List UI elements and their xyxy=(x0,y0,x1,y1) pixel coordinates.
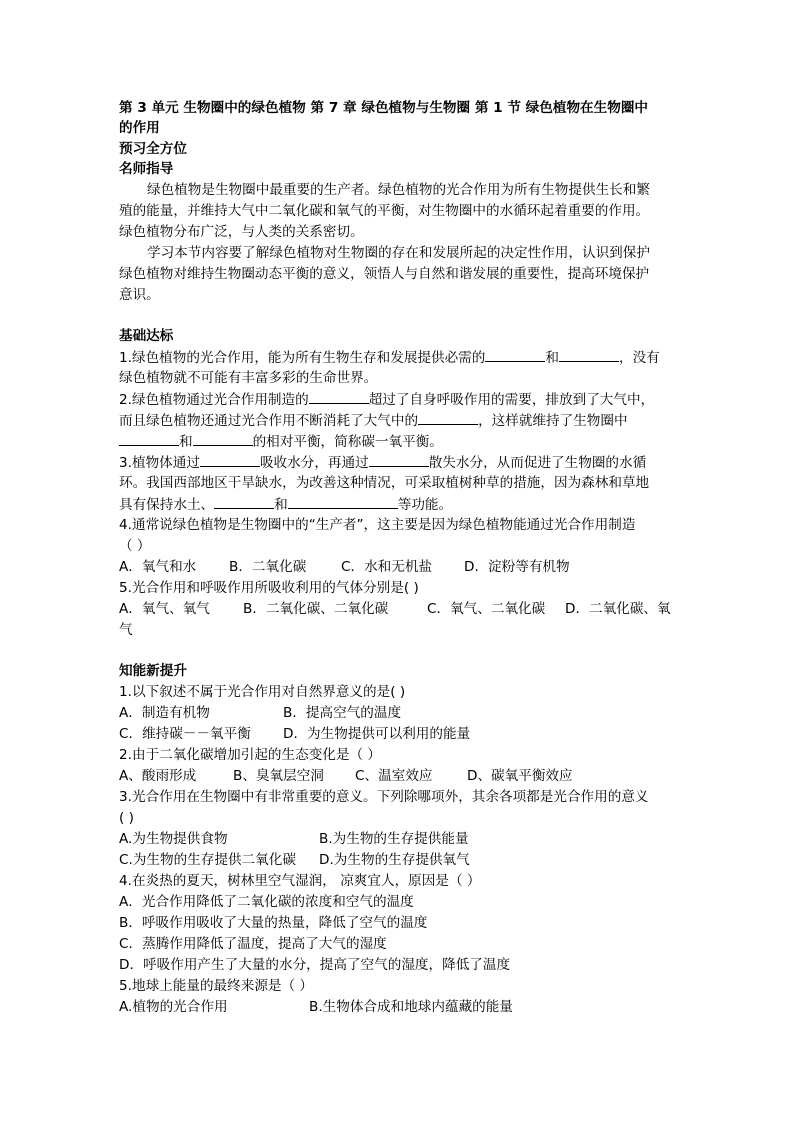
advance-question-5: 5.地球上能量的最终来源是（ ） xyxy=(119,978,314,994)
option-b: B．二氧化碳 xyxy=(229,559,307,575)
option-d: D、碳氧平衡效应 xyxy=(467,768,573,784)
option-a: A.植物的光合作用 xyxy=(119,999,228,1015)
guide-paragraph-2-line-3: 意识。 xyxy=(119,287,160,303)
guide-paragraph-1-line-1: 绿色植物是生物圈中最重要的生产者。绿色植物的光合作用为所有生物提供生长和繁 xyxy=(147,182,650,198)
option-c: C．氧气、二氧化碳 xyxy=(427,601,546,617)
section-heading-basic: 基础达标 xyxy=(119,328,174,344)
question-text: 具有保持水土、 xyxy=(119,497,215,513)
option-a: A．氧气和水 xyxy=(119,559,197,575)
advance-question-1: 1.以下叙述不属于光合作用对自然界意义的是( ) xyxy=(119,684,406,700)
section-heading-preview: 预习全方位 xyxy=(119,141,187,157)
basic-question-5-line-3: 气 xyxy=(119,622,133,638)
option-b: B．二氧化碳、二氧化碳 xyxy=(243,601,389,617)
basic-question-4: 4.通常说绿色植物是生物圈中的“生产者”，这主要是因为绿色植物能通过光合作用制造 xyxy=(119,517,636,533)
basic-question-2 xyxy=(119,389,654,410)
answer-blank xyxy=(485,347,545,362)
document-title: 第 3 单元 生物圈中的绿色植物 第 7 章 绿色植物与生物圈 第 1 节 绿色植物在生物圈中 xyxy=(119,100,649,116)
option-b: B．提高空气的温度 xyxy=(283,705,402,721)
answer-blank xyxy=(200,452,260,467)
option-a: A．制造有机物 xyxy=(119,705,210,721)
guide-paragraph-1-line-3: 绿色植物分布广泛，与人类的关系密切。 xyxy=(119,224,364,240)
basic-question-2-line-3 xyxy=(119,431,443,452)
question-text: 3.植物体通过 xyxy=(119,455,200,471)
option-c: C、温室效应 xyxy=(355,768,433,784)
answer-blank xyxy=(559,347,619,362)
guide-paragraph-2-line-2: 绿色植物对维持生物圈动态平衡的意义，领悟人与自然和谐发展的重要性，提高环境保护 xyxy=(119,266,650,282)
guide-paragraph-1-line-2: 殖的能量，并维持大气中二氧化碳和氧气的平衡，对生物圈中的水循环起着重要的作用。 xyxy=(119,203,650,219)
option-a: A．氧气、氧气 xyxy=(119,601,210,617)
basic-question-3-line-2: 环。我国西部地区干旱缺水，为改善这种情况，可采取植树种草的措施，因为森林和草地 xyxy=(119,475,650,491)
option-d: D.为生物的生存提供氧气 xyxy=(319,852,470,868)
guide-paragraph-2-line-1: 学习本节内容要了解绿色植物对生物圈的存在和发展所起的决定性作用，认识到保护 xyxy=(147,245,650,261)
option-b: B.为生物的生存提供能量 xyxy=(319,831,469,847)
answer-blank xyxy=(418,410,478,425)
question-text: 和 xyxy=(545,350,559,366)
basic-question-5: 5.光合作用和呼吸作用所吸收利用的气体分别是( ) xyxy=(119,580,419,596)
option-c: C．蒸腾作用降低了温度，提高了大气的湿度 xyxy=(119,936,387,952)
basic-question-1-line-2: 绿色植物就不可能有丰富多彩的生命世界。 xyxy=(119,370,378,386)
option-c: C．维持碳－－氧平衡 xyxy=(119,726,251,742)
basic-question-1 xyxy=(119,347,660,368)
option-c: C.为生物的生存提供二氧化碳 xyxy=(119,852,296,868)
basic-question-3 xyxy=(119,452,646,473)
question-text: 2.绿色植物通过光合作用制造的 xyxy=(119,392,309,408)
answer-blank xyxy=(193,431,253,446)
answer-blank xyxy=(309,389,369,404)
answer-blank xyxy=(119,431,179,446)
basic-question-4-line-2: （ ） xyxy=(119,538,151,554)
subsection-heading-guide: 名师指导 xyxy=(119,161,174,177)
question-text: 的相对平衡，简称碳一氧平衡。 xyxy=(252,434,443,450)
answer-blank xyxy=(288,494,398,509)
option-d: D．为生物提供可以利用的能量 xyxy=(283,726,471,742)
question-text: 1.绿色植物的光合作用，能为所有生物生存和发展提供必需的 xyxy=(119,350,486,366)
answer-blank xyxy=(214,494,274,509)
section-heading-advance: 知能新提升 xyxy=(119,663,187,679)
option-b: B.生物体合成和地球内蕴藏的能量 xyxy=(309,999,513,1015)
question-text: ，这样就维持了生物圈中 xyxy=(478,413,628,429)
option-d: D．呼吸作用产生了大量的水分，提高了空气的湿度，降低了温度 xyxy=(119,957,511,973)
option-c: C．水和无机盐 xyxy=(341,559,433,575)
advance-question-4: 4.在炎热的夏天，树林里空气湿润， 凉爽宜人，原因是（ ） xyxy=(119,873,481,889)
option-a: A．光合作用降低了二氧化碳的浓度和空气的温度 xyxy=(119,894,414,910)
option-d: D．淀粉等有机物 xyxy=(464,559,570,575)
option-a: A、酸雨形成 xyxy=(119,768,197,784)
option-b: B．呼吸作用吸收了大量的热量，降低了空气的温度 xyxy=(119,915,428,931)
question-text: 和 xyxy=(274,497,288,513)
question-text: 和 xyxy=(179,434,193,450)
question-text: 散失水分，从而促进了生物圈的水循 xyxy=(428,455,647,471)
basic-question-3-line-3 xyxy=(119,494,452,515)
question-text: 超过了自身呼吸作用的需要，排放到了大气中， xyxy=(368,392,655,408)
advance-question-2: 2.由于二氧化碳增加引起的生态变化是（ ） xyxy=(119,747,381,763)
option-a: A.为生物提供食物 xyxy=(119,831,228,847)
advance-question-3: 3.光合作用在生物圈中有非常重要的意义。下列除哪项外，其余各项都是光合作用的意义 xyxy=(119,789,649,805)
advance-question-3-line-2: ( ) xyxy=(119,810,134,826)
basic-question-2-line-2 xyxy=(119,410,628,431)
question-text: 而且绿色植物还通过光合作用不断消耗了大气中的 xyxy=(119,413,419,429)
option-d: D．二氧化碳、氧 xyxy=(565,601,671,617)
document-title-cont: 的作用 xyxy=(119,120,160,136)
answer-blank xyxy=(369,452,429,467)
option-b: B、臭氧层空洞 xyxy=(233,768,324,784)
question-text: ，没有 xyxy=(619,350,660,366)
question-text: 等功能。 xyxy=(397,497,453,513)
question-text: 吸收水分，再通过 xyxy=(259,455,369,471)
